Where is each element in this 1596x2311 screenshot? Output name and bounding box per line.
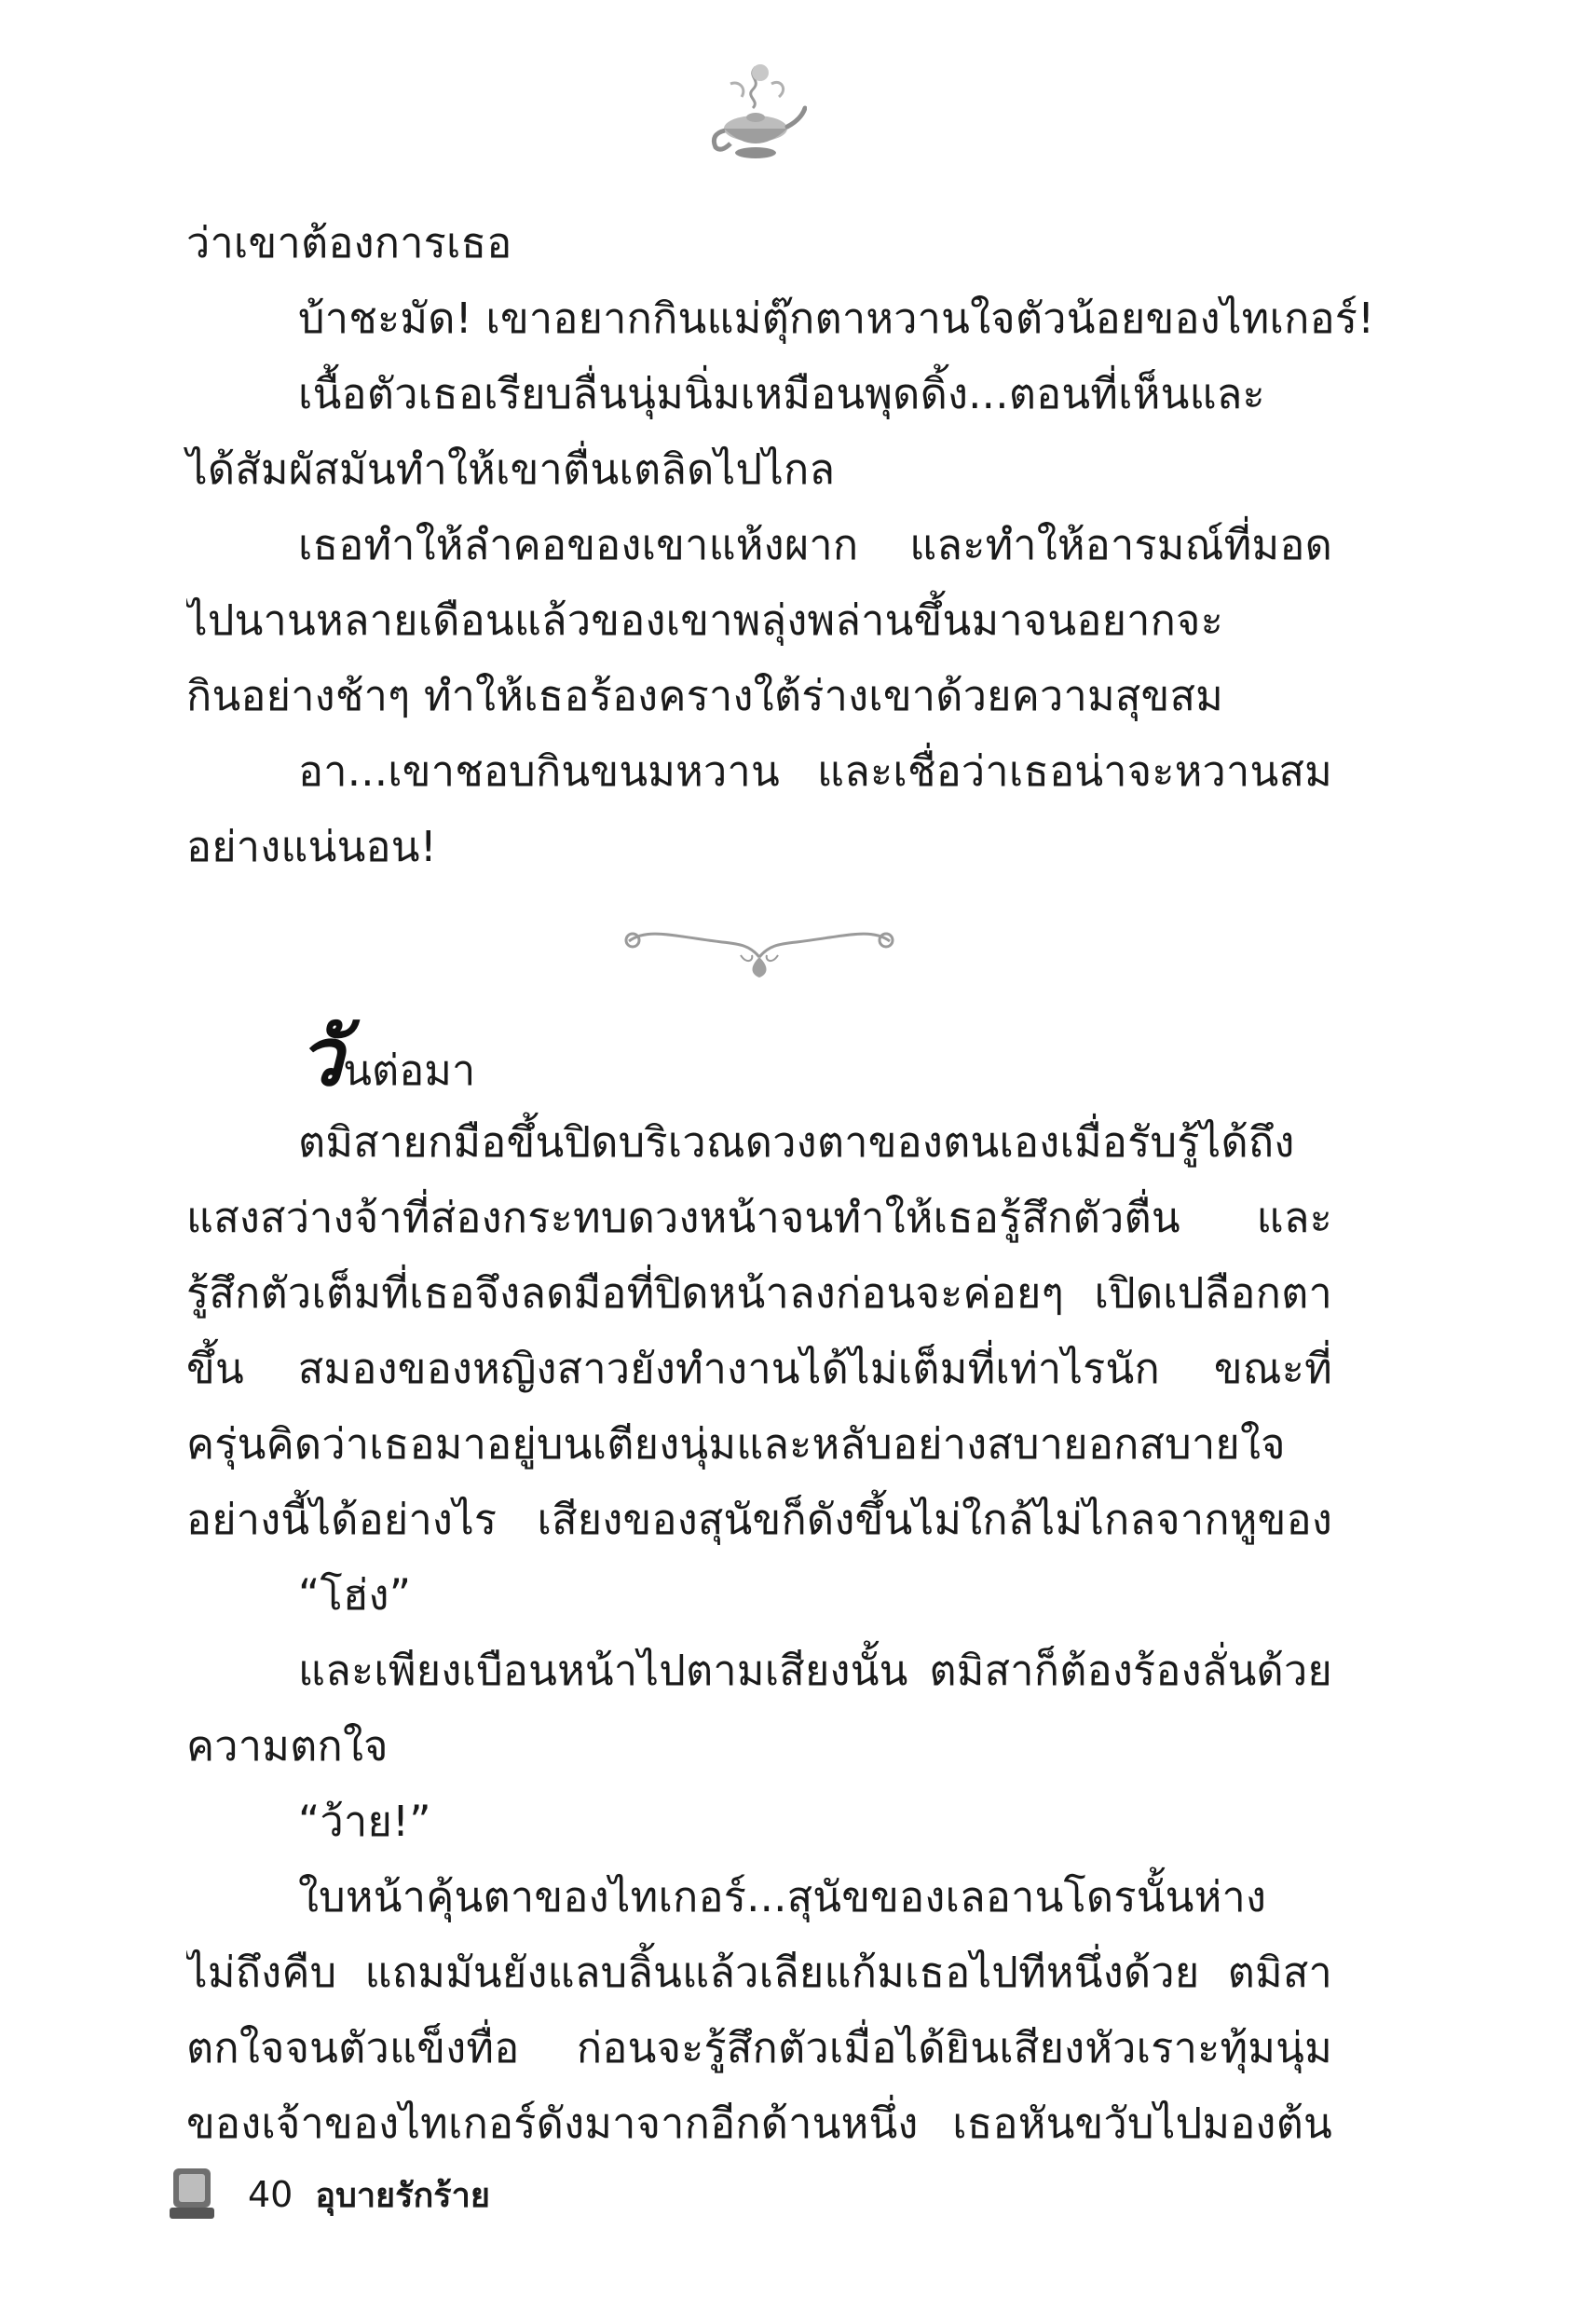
drop-cap: วั xyxy=(298,1010,344,1104)
text-line: กินอย่างช้าๆ ทำให้เธอร้องครางใต้ร่างเขาด้วยความสุขสม xyxy=(186,671,1223,720)
text-line: ไม่ถึงคืบ แถมมันยังแลบลิ้นแล้วเลียแก้มเธอไปทีหนึ่งด้วย ตมิสา xyxy=(186,1948,1332,1997)
page-footer xyxy=(168,2162,490,2227)
text-line: “โฮ่ง” xyxy=(298,1570,412,1620)
text-line: ความตกใจ xyxy=(186,1721,389,1771)
book-title: อุบายรักร้าย xyxy=(315,2176,490,2215)
text-line: บ้าชะมัด! เขาอยากกินแม่ตุ๊กตาหวานใจตัวน้อยของไทเกอร์! xyxy=(298,294,1375,343)
text-line: เธอทำให้ลำคอของเขาแห้งผาก และทำให้อารมณ์ที่มอด xyxy=(298,520,1332,569)
body-text-top xyxy=(186,205,1375,884)
text-line: ได้สัมผัสมันทำให้เขาตื่นเตลิดไปไกล xyxy=(186,444,836,494)
page-number: 40 xyxy=(248,2174,293,2215)
text-line: ว่าเขาต้องการเธอ xyxy=(186,218,512,267)
text-line: ใบหน้าคุ้นตาของไทเกอร์...สุนัขของเลอานโดรนั้นห่าง xyxy=(298,1872,1267,1921)
flourish-divider-icon xyxy=(620,918,899,983)
text-line: เนื้อตัวเธอเรียบลื่นนุ่มนิ่มเหมือนพุดดิ้ง...ตอนที่เห็นและ xyxy=(298,369,1265,418)
book-stand-icon xyxy=(168,2167,216,2222)
text-line: “ว้าย!” xyxy=(298,1797,431,1846)
body-text-bottom xyxy=(186,1104,1332,2161)
drop-cap-rest: นต่อมา xyxy=(343,1046,476,1095)
text-line: ไปนานหลายเดือนแล้วของเขาพลุ่งพล่านขึ้นมาจนอยากจะ xyxy=(186,595,1223,645)
magic-lamp-icon xyxy=(704,56,807,168)
text-line: และเพียงเบือนหน้าไปตามเสียงนั้น ตมิสาก็ต้องร้องลั่นด้วย xyxy=(298,1646,1332,1695)
text-line: ตมิสายกมือขึ้นปิดบริเวณดวงตาของตนเองเมื่อรับรู้ได้ถึง xyxy=(298,1117,1295,1167)
text-line: ของเจ้าของไทเกอร์ดังมาจากอีกด้านหนึ่ง เธอหันขวับไปมองต้น xyxy=(186,2099,1332,2148)
text-line: อย่างแน่นอน! xyxy=(186,822,437,871)
text-line: ขึ้น สมองของหญิงสาวยังทำงานได้ไม่เต็มที่เท่าไรนัก ขณะที่ xyxy=(186,1344,1332,1393)
text-line: ตกใจจนตัวแข็งทื่อ ก่อนจะรู้สึกตัวเมื่อได้ยินเสียงหัวเราะทุ้มนุ่ม xyxy=(186,2023,1332,2072)
text-line: อา...เขาชอบกินขนมหวาน และเชื่อว่าเธอน่าจะหวานสม xyxy=(298,746,1332,796)
text-line: แสงสว่างจ้าที่ส่องกระทบดวงหน้าจนทำให้เธอรู้สึกตัวตื่น และ xyxy=(186,1193,1332,1242)
text-line: อย่างนี้ได้อย่างไร เสียงของสุนัขก็ดังขึ้นไม่ใกล้ไม่ไกลจากหูของ xyxy=(186,1495,1332,1544)
text-line: รู้สึกตัวเต็มที่เธอจึงลดมือที่ปิดหน้าลงก่อนจะค่อยๆ เปิดเปลือกตา xyxy=(186,1268,1332,1318)
chapter-opening xyxy=(298,1011,475,1104)
text-line: ครุ่นคิดว่าเธอมาอยู่บนเตียงนุ่มและหลับอย่างสบายอกสบายใจ xyxy=(186,1419,1286,1469)
